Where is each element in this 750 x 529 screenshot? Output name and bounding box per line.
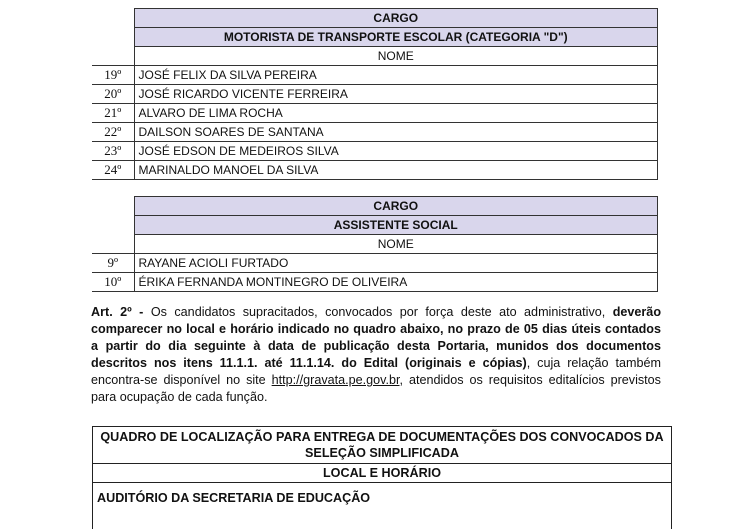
nome-column-header: NOME bbox=[134, 47, 658, 66]
candidate-name: JOSÉ FELIX DA SILVA PEREIRA bbox=[134, 66, 658, 85]
table-row bbox=[92, 142, 658, 161]
table-row bbox=[92, 66, 658, 85]
position-number: 24º bbox=[92, 161, 134, 180]
table-row bbox=[92, 123, 658, 142]
table-row bbox=[92, 273, 658, 292]
article-bold-text: deverão comparecer no local e horário indicado no quadro abaixo, no prazo de 05 dias úteis contados a partir do dia seguinte à data de publicação desta Portaria, munidos dos documentos descritos nos itens 11.1.1. até 11.1.14. do Edital (originais e cópias) bbox=[91, 305, 662, 370]
position-number: 22º bbox=[92, 123, 134, 142]
quadro-location: AUDITÓRIO DA SECRETARIA DE EDUCAÇÃO bbox=[97, 491, 371, 505]
position-number: 20º bbox=[92, 85, 134, 104]
candidate-name: MARINALDO MANOEL DA SILVA bbox=[134, 161, 658, 180]
position-number: 10º bbox=[92, 273, 134, 292]
nome-column-header: NOME bbox=[134, 235, 658, 254]
position-number: 9º bbox=[92, 254, 134, 273]
table-row bbox=[92, 161, 658, 180]
candidate-name: RAYANE ACIOLI FURTADO bbox=[134, 254, 658, 273]
quadro-subtitle: LOCAL E HORÁRIO bbox=[93, 464, 671, 483]
candidate-name: JOSÉ RICARDO VICENTE FERREIRA bbox=[134, 85, 658, 104]
position-number: 21º bbox=[92, 104, 134, 123]
article-text-2: , cuja relação também encontra-se disponível no site bbox=[91, 356, 661, 387]
table-row bbox=[92, 254, 658, 273]
table-row bbox=[92, 85, 658, 104]
quadro-title: QUADRO DE LOCALIZAÇÃO PARA ENTREGA DE DOCUMENTAÇÕES DOS CONVOCADOS DA SELEÇÃO SIMPLIFICADA bbox=[93, 427, 671, 464]
article-text-1: Os candidatos supracitados, convocados por força deste ato administrativo, bbox=[150, 305, 606, 319]
article-text-3: , atendidos os requisitos editalícios previstos para ocupação de cada função. bbox=[91, 373, 661, 404]
convocados-table-assistente bbox=[92, 196, 658, 292]
position-number: 19º bbox=[92, 66, 134, 85]
quadro-localizacao bbox=[92, 426, 672, 529]
table-row bbox=[92, 104, 658, 123]
candidate-name: ALVARO DE LIMA ROCHA bbox=[134, 104, 658, 123]
candidate-name: DAILSON SOARES DE SANTANA bbox=[134, 123, 658, 142]
candidate-name: ÉRIKA FERNANDA MONTINEGRO DE OLIVEIRA bbox=[134, 273, 658, 292]
convocados-table-motorista bbox=[92, 8, 658, 180]
cargo-label: CARGO bbox=[134, 9, 658, 28]
candidate-name: JOSÉ EDSON DE MEDEIROS SILVA bbox=[134, 142, 658, 161]
gravata-site-link[interactable]: http://gravata.pe.gov.br bbox=[271, 373, 400, 387]
position-number: 23º bbox=[92, 142, 134, 161]
article-label: Art. 2º - bbox=[91, 305, 144, 319]
cargo-label: CARGO bbox=[134, 197, 658, 216]
cargo-title: MOTORISTA DE TRANSPORTE ESCOLAR (CATEGORIA "D") bbox=[134, 28, 658, 47]
cargo-title: ASSISTENTE SOCIAL bbox=[134, 216, 658, 235]
article-2-paragraph bbox=[91, 304, 661, 406]
